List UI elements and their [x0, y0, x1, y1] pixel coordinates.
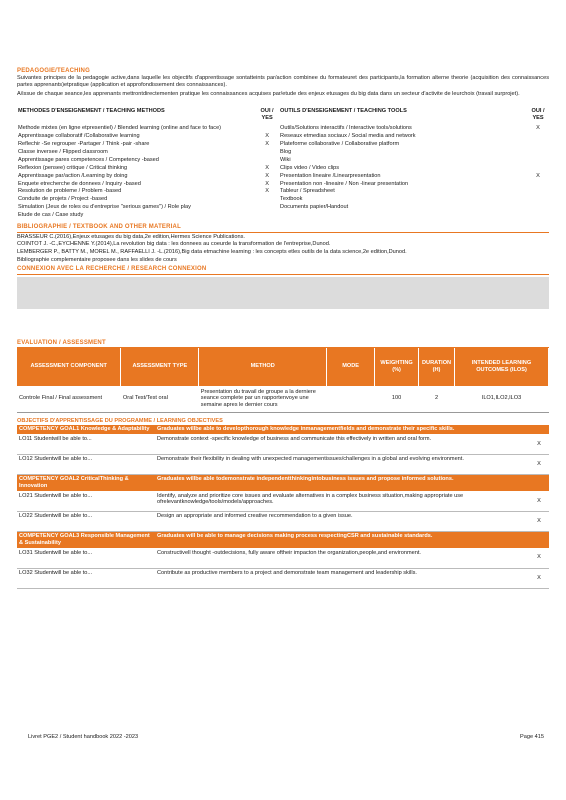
method-check-cell — [255, 212, 279, 220]
competency-goal-description: Graduates willbe able to developthorough knowledge inmanagementfields and demonstrate their specific skills. — [155, 425, 549, 435]
weighting-cell: 100 — [375, 386, 419, 413]
table-row — [17, 196, 549, 204]
method-check-cell: X — [265, 188, 269, 195]
duration-cell: 2 — [419, 386, 455, 413]
competency-goal-label: COMPETENCY GOAL3 Responsible Management & Sustainability — [17, 531, 155, 548]
footer-handbook-label: Livret PGE2 / Student handbook 2022 -2023 — [28, 734, 139, 740]
learning-outcome-row — [17, 434, 549, 454]
table-row — [17, 180, 549, 188]
learning-outcome-text: Contribute as productive members to a project and demonstrate team management and leadership skills. — [155, 568, 529, 588]
table-row — [17, 212, 549, 220]
competency-goal-label: COMPETENCY GOAL1 Knowledge & Adaptability — [17, 425, 155, 435]
learning-outcome-text: Design an appropriate and informed creative recommendation to a given issue. — [155, 511, 529, 531]
method-check-cell: X — [265, 180, 269, 187]
page-footer — [28, 734, 544, 741]
learning-outcome-text: Identify, analyze and prioritize core issues and evaluate alternatives in a complex business situation,making appropriate use ofrelevantknowledge/tools/models/approaches. — [155, 491, 529, 511]
pedagogie-paragraph-1: Suivantes principes de la pedagogie active,dans laquelle les objectifs d'apprentissage sontatteints par/action combinee du formateuret des participants,la formation alterne theorie (acquisition des connaissances partes apprenants)etpratique (application et approfondissement des connaissances). — [17, 75, 549, 88]
table-row — [17, 188, 549, 196]
tool-check-cell — [527, 164, 549, 172]
assessment-type-cell: Oral Test/Test oral — [121, 386, 199, 413]
learning-objectives-table — [17, 425, 549, 589]
method-check-cell — [255, 156, 279, 164]
tool-cell: Presentation non -lineaire / Non -linear presentation — [280, 180, 409, 187]
table-row — [17, 125, 549, 133]
weighting-header: WEIGHTING (%) — [375, 348, 419, 386]
method-cell: Reflexion (pensee) critique / Critical thinking — [18, 164, 128, 171]
method-cell: Apprentissage par/action /Learning by doing — [18, 172, 128, 179]
method-cell: Enquete etrecherche de donnees / Inquiry -based — [18, 180, 141, 187]
competency-goal-label: COMPETENCY GOAL2 CriticalThinking & Innovation — [17, 474, 155, 491]
tool-cell: Blog — [280, 148, 292, 155]
ilo-header: INTENDED LEARNING OUTCOMES (ILOS) — [455, 348, 549, 386]
tool-check-cell — [527, 156, 549, 164]
tool-cell: Reseaux etmedias sociaux / Social media and network — [280, 133, 416, 140]
evaluation-title: EVALUATION / ASSESSMENT — [17, 340, 549, 348]
method-cell: Resolution de probleme / Problem -based — [18, 188, 122, 195]
pedagogie-section — [17, 68, 549, 97]
duration-header: DURATION (H) — [419, 348, 455, 386]
learning-outcome-check: X — [529, 434, 549, 454]
assessment-component-cell: Controle Final / Final assessment — [17, 386, 121, 413]
learning-objectives-title: OBJECTIFS D'APPRENTISSAGE DU PROGRAMME / LEARNING OBJECTIVES — [17, 417, 223, 424]
tool-check-cell: X — [536, 172, 540, 179]
tool-check-cell — [527, 148, 549, 156]
tool-cell: Tableur / Spreadsheet — [280, 188, 335, 195]
tool-cell: Outils/Solutions interactifs / Interactive tools/solutions — [280, 125, 412, 132]
learning-outcome-check: X — [529, 548, 549, 568]
learning-outcome-row — [17, 454, 549, 474]
assessment-component-header: ASSESSMENT COMPONENT — [17, 348, 121, 386]
method-check-cell: X — [265, 172, 269, 179]
mode-header: MODE — [327, 348, 375, 386]
table-row — [17, 133, 549, 141]
method-check-cell: X — [265, 133, 269, 140]
bibliography-item: LEMBERGER P., BATTY M., MOREL M., RAFFAELLI J. -L.(2016),Big data etmachine learning : les concepts etles outils de la data science,2e edition,Dunod. — [17, 248, 407, 255]
tool-cell — [279, 212, 527, 220]
learning-outcome-check: X — [529, 491, 549, 511]
tool-check-cell — [527, 180, 549, 188]
learning-outcome-text: Constructivell thought -outdecisions, fully aware oftheir impacton the organization,people,and environment. — [155, 548, 529, 568]
method-check-cell — [255, 204, 279, 212]
competency-goal-row — [17, 531, 549, 548]
learning-outcome-check: X — [529, 568, 549, 588]
page-number: Page 415 — [520, 734, 544, 740]
method-cell: Classe inversee / Flipped classroom — [18, 148, 108, 155]
table-row — [17, 148, 549, 156]
method-cell: Presentation du travail de groupe a la derniere seance complete par un rapportenvoye une semaine apres le dernier cours — [199, 386, 327, 413]
tool-check-cell — [527, 188, 549, 196]
competency-goal-row — [17, 425, 549, 435]
method-cell: Reflechir -Se regrouper -Partager / Think -pair -share — [18, 141, 150, 148]
method-cell: Apprentissage collaboratif /Collaborative learning — [18, 133, 140, 140]
competency-goal-description: Graduates will be able to manage decisions making process respectingCSR and sustainable standards. — [155, 531, 549, 548]
method-cell: Etude de cas / Case study — [18, 212, 84, 219]
methods-yes-header: OUI / YES — [260, 108, 274, 121]
method-cell: Conduite de projets / Project -based — [18, 196, 108, 203]
table-row — [17, 140, 549, 148]
learning-outcome-check: X — [529, 511, 549, 531]
tool-cell: Documents papier/Handout — [280, 204, 349, 211]
tool-cell: Presentation lineaire /Linearpresentation — [280, 172, 381, 179]
method-cell: Simulation (Jeux de roles ou d'entreprise "serious games") / Role play — [18, 204, 191, 211]
method-check-cell: X — [265, 164, 269, 171]
learning-outcome-label: LO12 Studentwill be able to... — [17, 454, 155, 474]
method-check-cell — [255, 125, 279, 133]
methods-header: METHODES D'ENSEIGNEMENT / TEACHING METHODS — [18, 108, 165, 115]
learning-outcome-row — [17, 511, 549, 531]
table-row — [17, 386, 549, 413]
learning-outcome-text: Demonstrate their flexibility in dealing with unexpected managementissues/challenges in a global and evolving environment. — [155, 454, 529, 474]
table-row — [17, 204, 549, 212]
tool-cell: Clips video / Video clips — [280, 164, 340, 171]
learning-outcome-row — [17, 548, 549, 568]
bibliography-item: BRASSEUR C.(2016),Enjeux etusages du big data,2e edition,Hermes Science Publications. — [17, 233, 245, 240]
method-header: METHOD — [199, 348, 327, 386]
tools-header: OUTILS D'ENSEIGNEMENT / TEACHING TOOLS — [280, 108, 407, 115]
assessment-type-header: ASSESSMENT TYPE — [121, 348, 199, 386]
learning-outcome-label: LO32 Studentwill be able to... — [17, 568, 155, 588]
tool-cell: Plateforme collaborative / Collaborative platform — [280, 141, 400, 148]
pedagogie-paragraph-2: A/issue de chaque seance,les apprenants mettrontdirectementen pratique les connaissances acquises par/etude des enjeux etusages du big data dans un secteur d'activite de leurchoix (travail surprojet). — [17, 90, 520, 97]
learning-outcome-label: LO31 Studentwill be able to... — [17, 548, 155, 568]
tool-check-cell — [527, 212, 549, 220]
table-row — [17, 164, 549, 172]
table-row — [17, 172, 549, 180]
method-cell: Apprentissage pares competences / Competency -based — [18, 156, 159, 163]
tool-check-cell — [527, 140, 549, 148]
bibliography-section — [17, 224, 549, 263]
method-cell: Methode mixtes (en ligne etpresentiel) / Blended learning (online and face to face) — [18, 125, 222, 132]
bibliography-item: COINTOT J. -C.,EYCHENNE Y.(2014),La revolution big data : les donnees au coeurde la transformation de l'entreprise,Dunod. — [17, 241, 331, 248]
mode-cell — [327, 386, 375, 413]
table-row — [17, 156, 549, 164]
tool-check-cell — [527, 196, 549, 204]
learning-outcome-check: X — [529, 454, 549, 474]
teaching-methods-table — [17, 105, 549, 219]
bibliography-title: BIBLIOGRAPHIE / TEXTBOOK AND OTHER MATERIAL — [17, 224, 549, 232]
competency-goal-row — [17, 474, 549, 491]
method-check-cell: X — [265, 141, 269, 148]
tool-check-cell — [527, 204, 549, 212]
ilo-cell: ILO1,ILO2,ILO3 — [455, 386, 549, 413]
pedagogie-title: PEDAGOGIE/TEACHING — [17, 68, 90, 74]
tool-check-cell — [527, 133, 549, 141]
learning-outcome-label: LO11 Studentwill be able to... — [17, 434, 155, 454]
learning-outcome-text: Demonstrate context -specific knowledge of business and communicate this effectively in written and oral form. — [155, 434, 529, 454]
competency-goal-description: Graduates willbe able todemonstrate independentthinkingintobusiness issues and propose informed solutions. — [155, 474, 549, 491]
learning-outcome-label: LO21 Studentwill be able to... — [17, 491, 155, 511]
tools-yes-header: OUI / YES — [531, 108, 545, 121]
learning-outcome-row — [17, 491, 549, 511]
research-connexion-box — [17, 277, 549, 309]
method-check-cell — [255, 196, 279, 204]
method-check-cell — [255, 148, 279, 156]
learning-outcome-label: LO22 Studentwill be able to... — [17, 511, 155, 531]
tool-cell: Wiki — [280, 156, 291, 163]
learning-outcome-row — [17, 568, 549, 588]
research-connexion-title: CONNEXION AVEC LA RECHERCHE / RESEARCH CONNEXION — [17, 266, 549, 274]
bibliography-item: Bibliographie complementaire proposee dans les slides de cours — [17, 256, 177, 263]
tool-cell: Textbook — [280, 196, 303, 203]
assessment-table — [17, 348, 549, 413]
tool-check-cell: X — [536, 125, 540, 132]
